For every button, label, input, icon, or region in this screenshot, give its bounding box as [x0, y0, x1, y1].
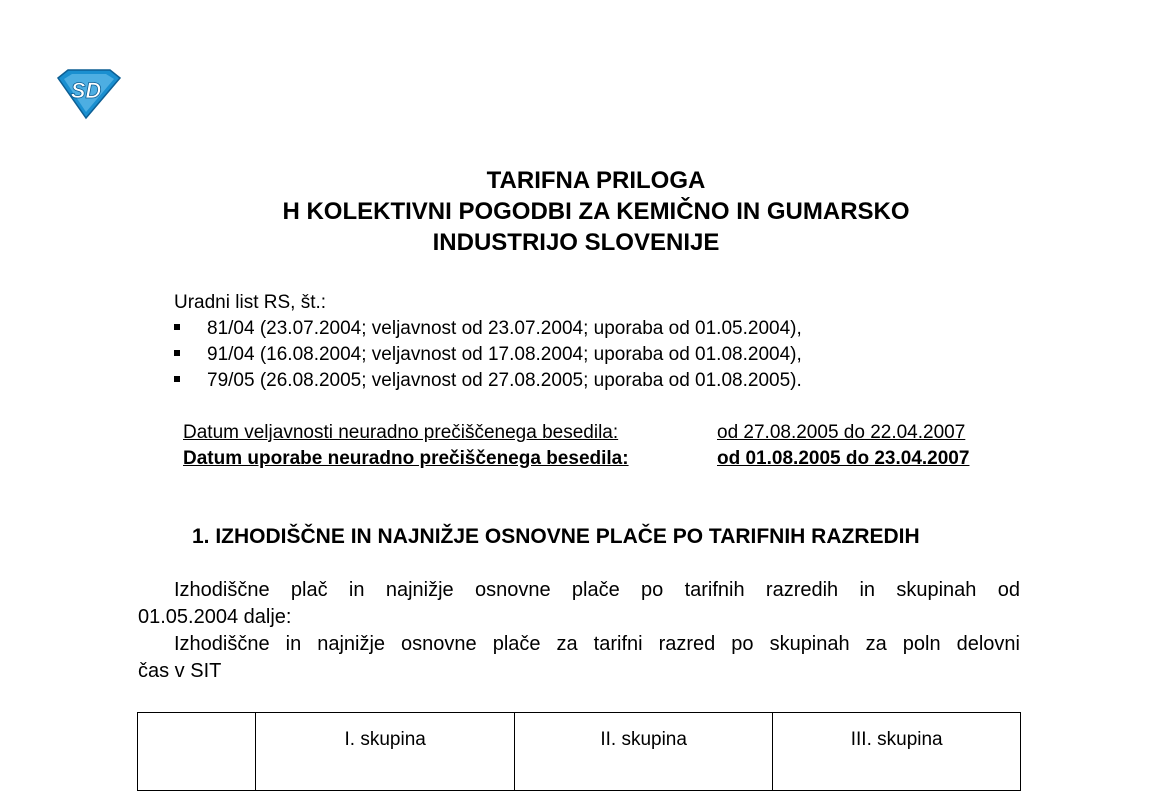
paragraph-1-line1: Izhodiščne plač in najnižje osnovne plače po tarifnih razredih in skupinah od	[174, 579, 1020, 601]
gazette-item-text: 91/04 (16.08.2004; veljavnost od 17.08.2004; uporaba od 01.08.2004),	[207, 344, 802, 365]
paragraph-2-line1: Izhodiščne in najnižje osnovne plače za tarifni razred po skupinah za poln delovni	[174, 633, 1020, 655]
document-title-line1: TARIFNA PRILOGA	[486, 167, 706, 194]
gazette-item-text: 81/04 (23.07.2004; veljavnost od 23.07.2004; uporaba od 01.05.2004),	[207, 318, 802, 339]
document-title-line2: H KOLEKTIVNI POGODBI ZA KEMIČNO IN GUMARSKO	[282, 198, 910, 225]
bullet-square-icon	[174, 376, 180, 382]
company-logo	[50, 68, 122, 120]
salary-table	[137, 712, 1021, 791]
table-header-cell	[138, 713, 256, 791]
table-header-cell: III. skupina	[773, 713, 1021, 791]
bullet-square-icon	[174, 350, 180, 356]
document-title-line3: INDUSTRIJO SLOVENIJE	[432, 229, 720, 256]
validity-date-value: od 27.08.2005 do 22.04.2007	[717, 422, 966, 443]
svg-text:SD: SD	[70, 78, 102, 103]
gazette-item-text: 79/05 (26.08.2005; veljavnost od 27.08.2005; uporaba od 01.08.2005).	[207, 370, 802, 391]
table-header-row	[138, 713, 1021, 791]
validity-date-label: Datum veljavnosti neuradno prečiščenega besedila:	[183, 422, 619, 443]
paragraph-2-line2: čas v SIT	[138, 660, 222, 682]
table-header-cell: II. skupina	[514, 713, 772, 791]
use-date-label: Datum uporabe neuradno prečiščenega besedila:	[183, 448, 629, 469]
sd-logo-icon	[50, 68, 122, 120]
paragraph-1	[138, 577, 1020, 631]
section-heading: 1. IZHODIŠČNE IN NAJNIŽJE OSNOVNE PLAČE PO TARIFNIH RAZREDIH	[192, 525, 920, 548]
gazette-intro: Uradni list RS, št.:	[174, 292, 327, 313]
use-date-value: od 01.08.2005 do 23.04.2007	[717, 448, 970, 469]
table-header-cell: I. skupina	[256, 713, 514, 791]
bullet-square-icon	[174, 324, 180, 330]
paragraph-2	[138, 631, 1020, 685]
paragraph-1-line2: 01.05.2004 dalje:	[138, 606, 292, 628]
